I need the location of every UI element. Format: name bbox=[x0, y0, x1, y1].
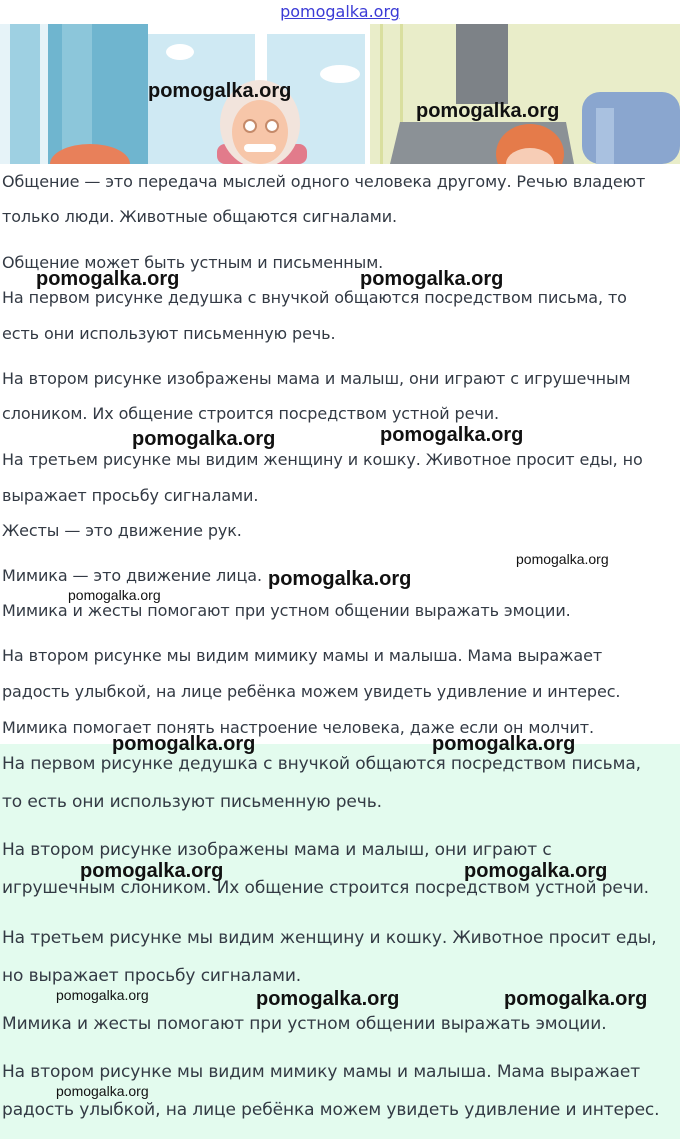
paragraph-line: Мимика — это движение лица. bbox=[2, 566, 262, 585]
watermark: pomogalka.org bbox=[268, 568, 412, 590]
answer-line: На первом рисунке дедушка с внучкой общаются посредством письма, bbox=[2, 754, 641, 774]
paragraph-line: На третьем рисунке мы видим женщину и кошку. Животное просит еды, но bbox=[2, 450, 643, 469]
paragraph-line: выражает просьбу сигналами. bbox=[2, 486, 259, 505]
watermark: pomogalka.org bbox=[464, 860, 608, 882]
watermark: pomogalka.org bbox=[36, 268, 180, 290]
paragraph-line: только люди. Животные общаются сигналами. bbox=[2, 207, 398, 226]
paragraph-line: На первом рисунке дедушка с внучкой общаются посредством письма, то bbox=[2, 288, 627, 307]
paragraph-line: слоником. Их общение строится посредством устной речи. bbox=[2, 404, 499, 423]
paragraph-line: Мимика и жесты помогают при устном общении выражать эмоции. bbox=[2, 601, 571, 620]
watermark: pomogalka.org bbox=[360, 268, 504, 290]
watermark: pomogalka.org bbox=[416, 100, 560, 122]
watermark: pomogalka.org bbox=[148, 80, 292, 102]
watermark: pomogalka.org bbox=[112, 733, 256, 755]
paragraph-line: Жесты — это движение рук. bbox=[2, 521, 242, 540]
paragraph-line: На втором рисунке мы видим мимику мамы и малыша. Мама выражает bbox=[2, 646, 603, 665]
answer-line: На втором рисунке изображены мама и малыш, они играют с bbox=[2, 840, 552, 860]
watermark: pomogalka.org bbox=[80, 860, 224, 882]
watermark: pomogalka.org bbox=[68, 587, 161, 603]
illustration-image bbox=[0, 24, 680, 164]
watermark: pomogalka.org bbox=[432, 733, 576, 755]
paragraph-line: Мимика помогает понять настроение человека, даже если он молчит. bbox=[2, 718, 594, 737]
answer-line: то есть они используют письменную речь. bbox=[2, 792, 382, 812]
answer-line: но выражает просьбу сигналами. bbox=[2, 966, 302, 986]
answer-line: игрушечным слоником. Их общение строится посредством устной речи. bbox=[2, 878, 649, 898]
answer-line: Мимика и жесты помогают при устном общении выражать эмоции. bbox=[2, 1014, 607, 1034]
answer-line: радость улыбкой, на лице ребёнка можем увидеть удивление и интерес. bbox=[2, 1100, 660, 1120]
site-link[interactable]: pomogalka.org bbox=[280, 2, 400, 21]
paragraph-line: есть они используют письменную речь. bbox=[2, 324, 336, 343]
watermark: pomogalka.org bbox=[132, 428, 276, 450]
paragraph-line: Общение — это передача мыслей одного человека другому. Речью владеют bbox=[2, 172, 646, 191]
watermark: pomogalka.org bbox=[56, 987, 149, 1003]
watermark: pomogalka.org bbox=[56, 1083, 149, 1099]
answer-line: На третьем рисунке мы видим женщину и кошку. Животное просит еды, bbox=[2, 928, 657, 948]
illustration-banner bbox=[0, 24, 680, 164]
watermark: pomogalka.org bbox=[380, 424, 524, 446]
watermark: pomogalka.org bbox=[516, 551, 609, 567]
paragraph-line: На втором рисунке изображены мама и малыш, они играют с игрушечным bbox=[2, 369, 631, 388]
paragraph-line: радость улыбкой, на лице ребёнка можем увидеть удивление и интерес. bbox=[2, 682, 621, 701]
watermark: pomogalka.org bbox=[256, 988, 400, 1010]
watermark: pomogalka.org bbox=[504, 988, 648, 1010]
paragraph-line: Общение может быть устным и письменным. bbox=[2, 253, 384, 272]
answer-line: На втором рисунке мы видим мимику мамы и малыша. Мама выражает bbox=[2, 1062, 640, 1082]
